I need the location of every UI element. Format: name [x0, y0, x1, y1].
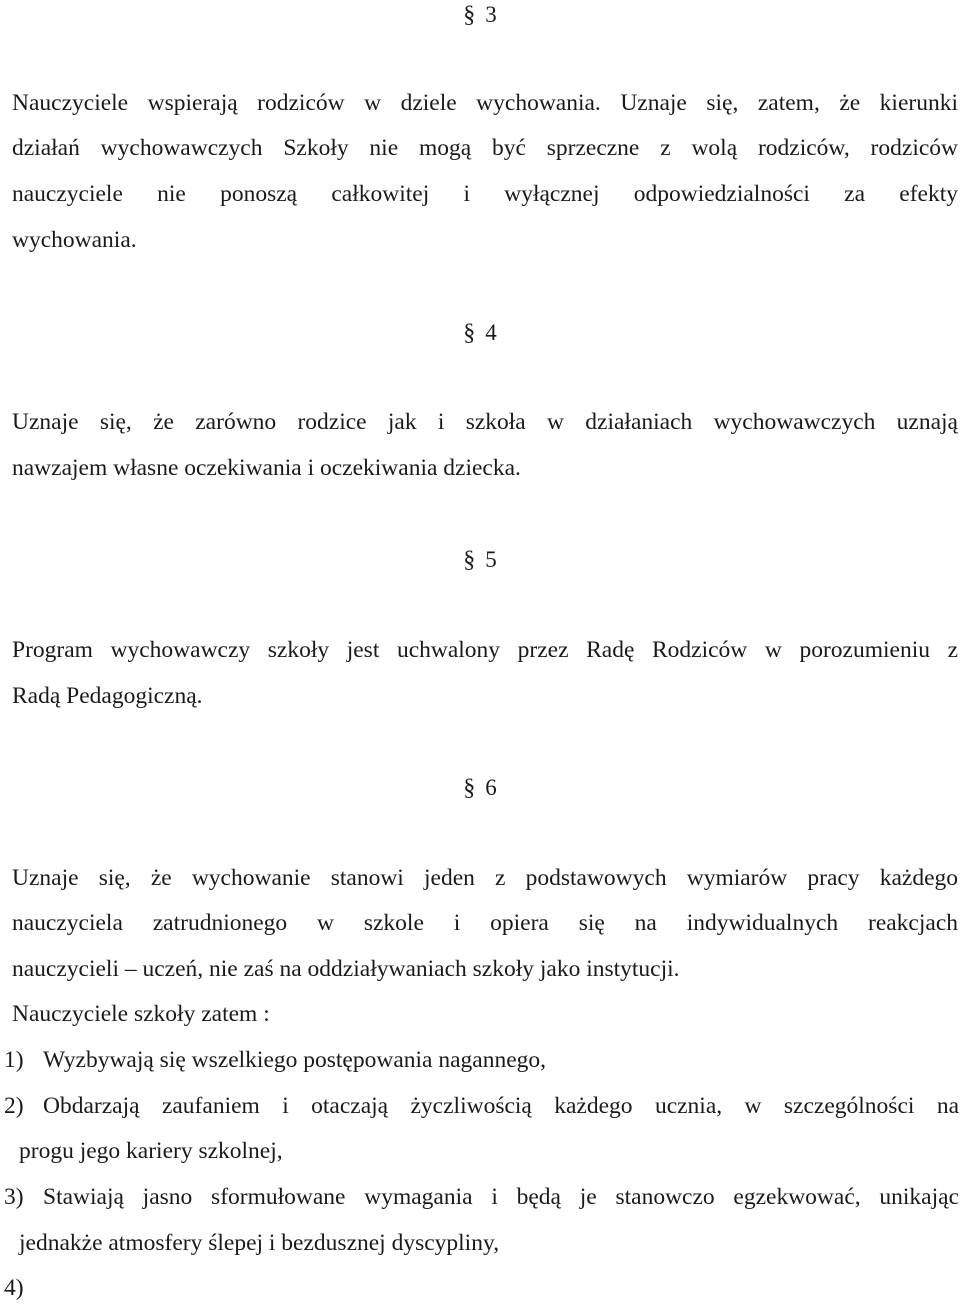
list-item-text: Obdarzają zaufaniem i otaczają życzliwością każdego ucznia, w szczególności na: [43, 1093, 959, 1119]
list-item-number: 2): [4, 1093, 24, 1119]
list-intro: Nauczyciele szkoły zatem :: [12, 1001, 270, 1027]
paragraph-line: nauczyciela zatrudnionego w szkole i opiera się na indywidualnych reakcjach: [12, 910, 958, 936]
section-symbol: §: [463, 547, 476, 573]
section-heading-6: [0, 773, 960, 803]
paragraph-line: Uznaje się, że wychowanie stanowi jeden z podstawowych wymiarów pracy każdego: [12, 865, 958, 891]
list-item-number: 1): [4, 1047, 24, 1073]
list-item-text: Wyzbywają się wszelkiego postępowania nagannego,: [43, 1047, 547, 1073]
section-number: 3: [485, 2, 497, 27]
paragraph-line: nawzajem własne oczekiwania i oczekiwania dziecka.: [12, 455, 521, 481]
section-number: 6: [485, 775, 497, 800]
paragraph-line: Program wychowawczy szkoły jest uchwalony przez Radę Rodziców w porozumieniu z: [12, 637, 958, 663]
section-number: 4: [485, 320, 497, 345]
paragraph-line: Nauczyciele wspierają rodziców w dziele wychowania. Uznaje się, zatem, że kierunki: [12, 90, 958, 116]
section-heading-3: [0, 0, 960, 30]
section-symbol: §: [463, 320, 476, 346]
section-number: 5: [485, 547, 497, 572]
section-heading-5: [0, 545, 960, 575]
section-symbol: §: [463, 775, 476, 801]
list-item-text: Stawiają jasno sformułowane wymagania i będą je stanowczo egzekwować, unikając: [43, 1184, 959, 1210]
list-item-text-continued: progu jego kariery szkolnej,: [19, 1138, 283, 1164]
list-item-number: 4): [4, 1275, 24, 1301]
paragraph-line: wychowania.: [12, 227, 137, 253]
paragraph-line: działań wychowawczych Szkoły nie mogą być sprzeczne z wolą rodziców, rodziców: [12, 135, 958, 161]
paragraph-line: nauczycieli – uczeń, nie zaś na oddziaływaniach szkoły jako instytucji.: [12, 956, 680, 982]
paragraph-line: Radą Pedagogiczną.: [12, 683, 203, 709]
paragraph-line: Uznaje się, że zarówno rodzice jak i szkoła w działaniach wychowawczych uznają: [12, 409, 958, 435]
list-item-number: 3): [4, 1184, 24, 1210]
section-heading-4: [0, 318, 960, 348]
paragraph-line: nauczyciele nie ponoszą całkowitej i wyłącznej odpowiedzialności za efekty: [12, 181, 958, 207]
list-item-text-continued: jednakże atmosfery ślepej i bezdusznej dyscypliny,: [19, 1230, 500, 1256]
section-symbol: §: [463, 2, 476, 28]
